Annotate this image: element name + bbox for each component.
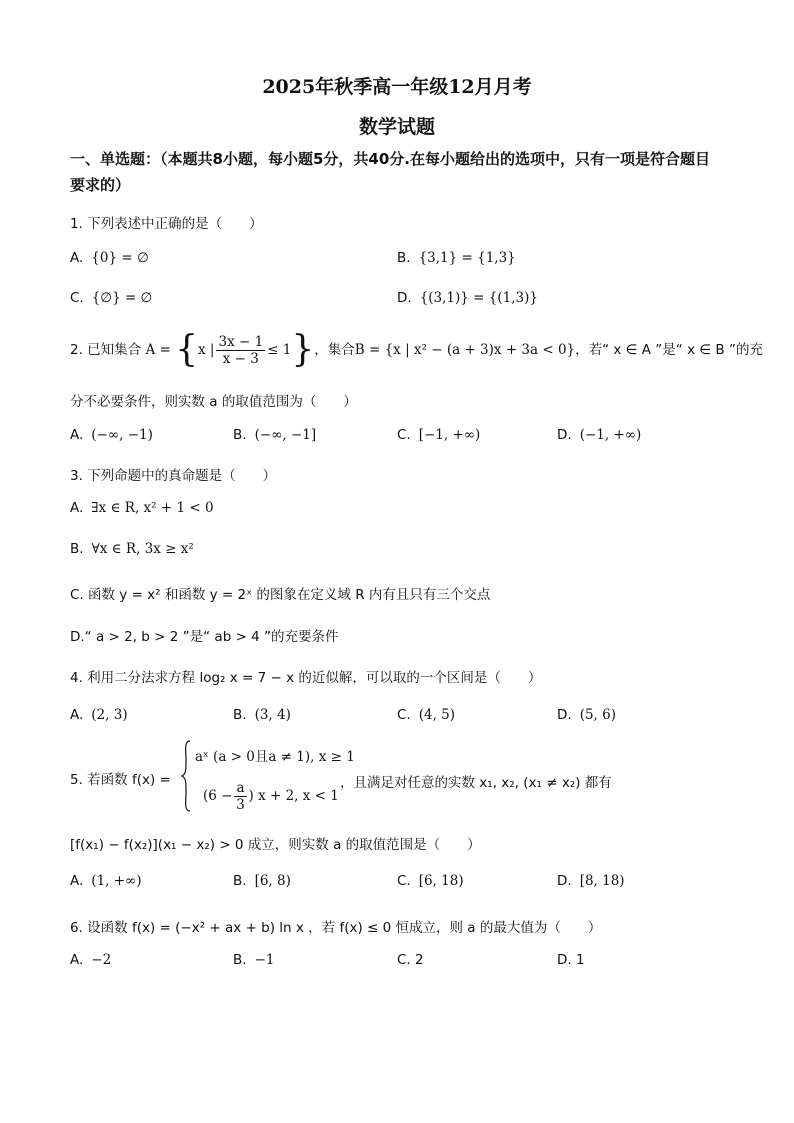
option-label: A.: [70, 500, 84, 516]
option-text: (−∞, −1): [91, 427, 153, 443]
option-label: B.: [233, 707, 247, 723]
option-text: (2, 3): [91, 707, 128, 723]
question-5-line-2: [f(x₁) − f(x₂)](x₁ − x₂) > 0 成立，则实数 a 的取值范围是（ ）: [70, 837, 481, 853]
q1-option-a: [70, 250, 149, 266]
q2-option-c: [397, 427, 480, 443]
option-text: (5, 6): [579, 707, 616, 723]
q3-option-c: C. 函数 y = x² 和函数 y = 2ˣ 的图象在定义域 R 内有且只有三个交点: [70, 587, 491, 603]
q2-option-b: [233, 427, 316, 443]
q5-fraction: [234, 780, 246, 813]
option-text: {0} = ∅: [91, 250, 149, 266]
q6-option-c: C. 2: [397, 952, 424, 968]
q4-option-a: [70, 707, 128, 723]
option-label: C.: [70, 290, 84, 306]
option-label: D.: [397, 290, 412, 306]
option-label: A.: [70, 707, 84, 723]
option-label: B.: [397, 250, 411, 266]
option-text: ∀x ∈ R, 3x ≥ x²: [91, 541, 194, 557]
q5-option-a: [70, 873, 142, 889]
question-4-stem: 4. 利用二分法求方程 log₂ x = 7 − x 的近似解，可以取的一个区间是（ ）: [70, 670, 542, 686]
q1-option-b: [397, 250, 516, 266]
fraction-numerator: 3x − 1: [218, 333, 264, 350]
q2-set-a-cond: x |: [198, 342, 215, 358]
section-heading: 一、单选题：（本题共8小题，每小题5分，共40分.在每小题给出的选项中，只有一项是符合题目要求的）: [70, 150, 710, 194]
q2-set-b: B = {x | x² − (a + 3)x + 3a < 0}: [354, 342, 576, 358]
q6-option-d: D. 1: [557, 952, 585, 968]
option-label: B.: [233, 873, 247, 889]
q2-mid-text: ，集合: [314, 342, 355, 358]
q4-option-c: [397, 707, 455, 723]
option-text: ∃x ∈ R, x² + 1 < 0: [91, 500, 214, 516]
option-text: [6, 18): [418, 873, 464, 889]
option-label: A.: [70, 250, 84, 266]
option-text: (−∞, −1]: [254, 427, 317, 443]
q4-option-b: [233, 707, 291, 723]
q4-option-d: [557, 707, 616, 723]
q3-option-b: [70, 541, 194, 557]
question-1-stem: 1. 下列表述中正确的是（ ）: [70, 216, 263, 232]
q2-option-a: [70, 427, 153, 443]
q6-option-b: [233, 952, 274, 968]
option-label: B.: [233, 952, 247, 968]
q2-tail-text: ，若“ x ∈ A ”是“ x ∈ B ”的充: [575, 342, 763, 358]
exam-title: 2025年秋季高一年级12月月考: [262, 76, 532, 98]
fraction-numerator: a: [236, 780, 245, 796]
option-text: [6, 8): [254, 873, 291, 889]
q5-option-d: [557, 873, 625, 889]
option-label: D.: [557, 873, 572, 889]
option-label: B.: [233, 427, 247, 443]
q5-tail-text: ，且满足对任意的实数 x₁, x₂, (x₁ ≠ x₂) 都有: [340, 775, 612, 791]
q5-case-1: aˣ (a > 0且a ≠ 1), x ≥ 1: [195, 749, 355, 765]
option-label: D.: [557, 707, 572, 723]
option-text: {(3,1)} = {(1,3)}: [419, 290, 538, 306]
q5-case-2: [203, 778, 339, 814]
piecewise-brace: [181, 740, 191, 812]
question-5-prefix: 5. 若函数 f(x) =: [70, 772, 171, 788]
q2-fraction: [216, 334, 265, 367]
option-text: {3,1} = {1,3}: [418, 250, 516, 266]
question-2-line-2: 分不必要条件，则实数 a 的取值范围为（ ）: [70, 394, 357, 410]
fraction-denominator: x − 3: [222, 350, 259, 367]
option-text: −2: [91, 952, 112, 968]
right-brace: }: [291, 329, 315, 370]
fraction-denominator: 3: [236, 797, 245, 813]
option-text: (4, 5): [418, 707, 456, 723]
option-label: A.: [70, 427, 84, 443]
option-label: A.: [70, 873, 84, 889]
exam-subtitle: 数学试题: [358, 116, 435, 138]
question-2-line-1: [70, 328, 763, 372]
option-label: C.: [397, 427, 411, 443]
q5-case-2-pre: (6 −: [203, 788, 233, 804]
option-text: (3, 4): [254, 707, 291, 723]
option-label: B.: [70, 541, 84, 557]
option-text: [8, 18): [579, 873, 625, 889]
option-text: {∅} = ∅: [91, 290, 153, 306]
option-text: (−1, +∞): [579, 427, 642, 443]
q6-option-a: [70, 952, 111, 968]
q2-number: 2. 已知集合: [70, 342, 142, 358]
option-label: C.: [397, 707, 411, 723]
q5-case-2-post: ) x + 2, x < 1: [248, 788, 339, 804]
question-3-stem: 3. 下列命题中的真命题是（ ）: [70, 468, 277, 484]
q1-option-c: [70, 290, 152, 306]
q3-option-d: D.“ a > 2, b > 2 ”是“ ab > 4 ”的充要条件: [70, 629, 339, 645]
q2-set-a-post: ≤ 1: [267, 342, 292, 358]
option-label: C.: [397, 873, 411, 889]
q2-set-a-name: A =: [145, 342, 176, 358]
option-label: A.: [70, 952, 84, 968]
q1-option-d: [397, 290, 538, 306]
option-label: D.: [557, 427, 572, 443]
question-6-stem: 6. 设函数 f(x) = (−x² + ax + b) ln x ，若 f(x) ≤ 0 恒成立，则 a 的最大值为（ ）: [70, 920, 602, 936]
q5-option-b: [233, 873, 291, 889]
q3-option-a: [70, 500, 214, 516]
q2-option-d: [557, 427, 641, 443]
option-text: [−1, +∞): [418, 427, 481, 443]
option-text: −1: [254, 952, 275, 968]
q5-option-c: [397, 873, 464, 889]
left-brace: {: [175, 329, 199, 370]
option-text: (1, +∞): [91, 873, 142, 889]
